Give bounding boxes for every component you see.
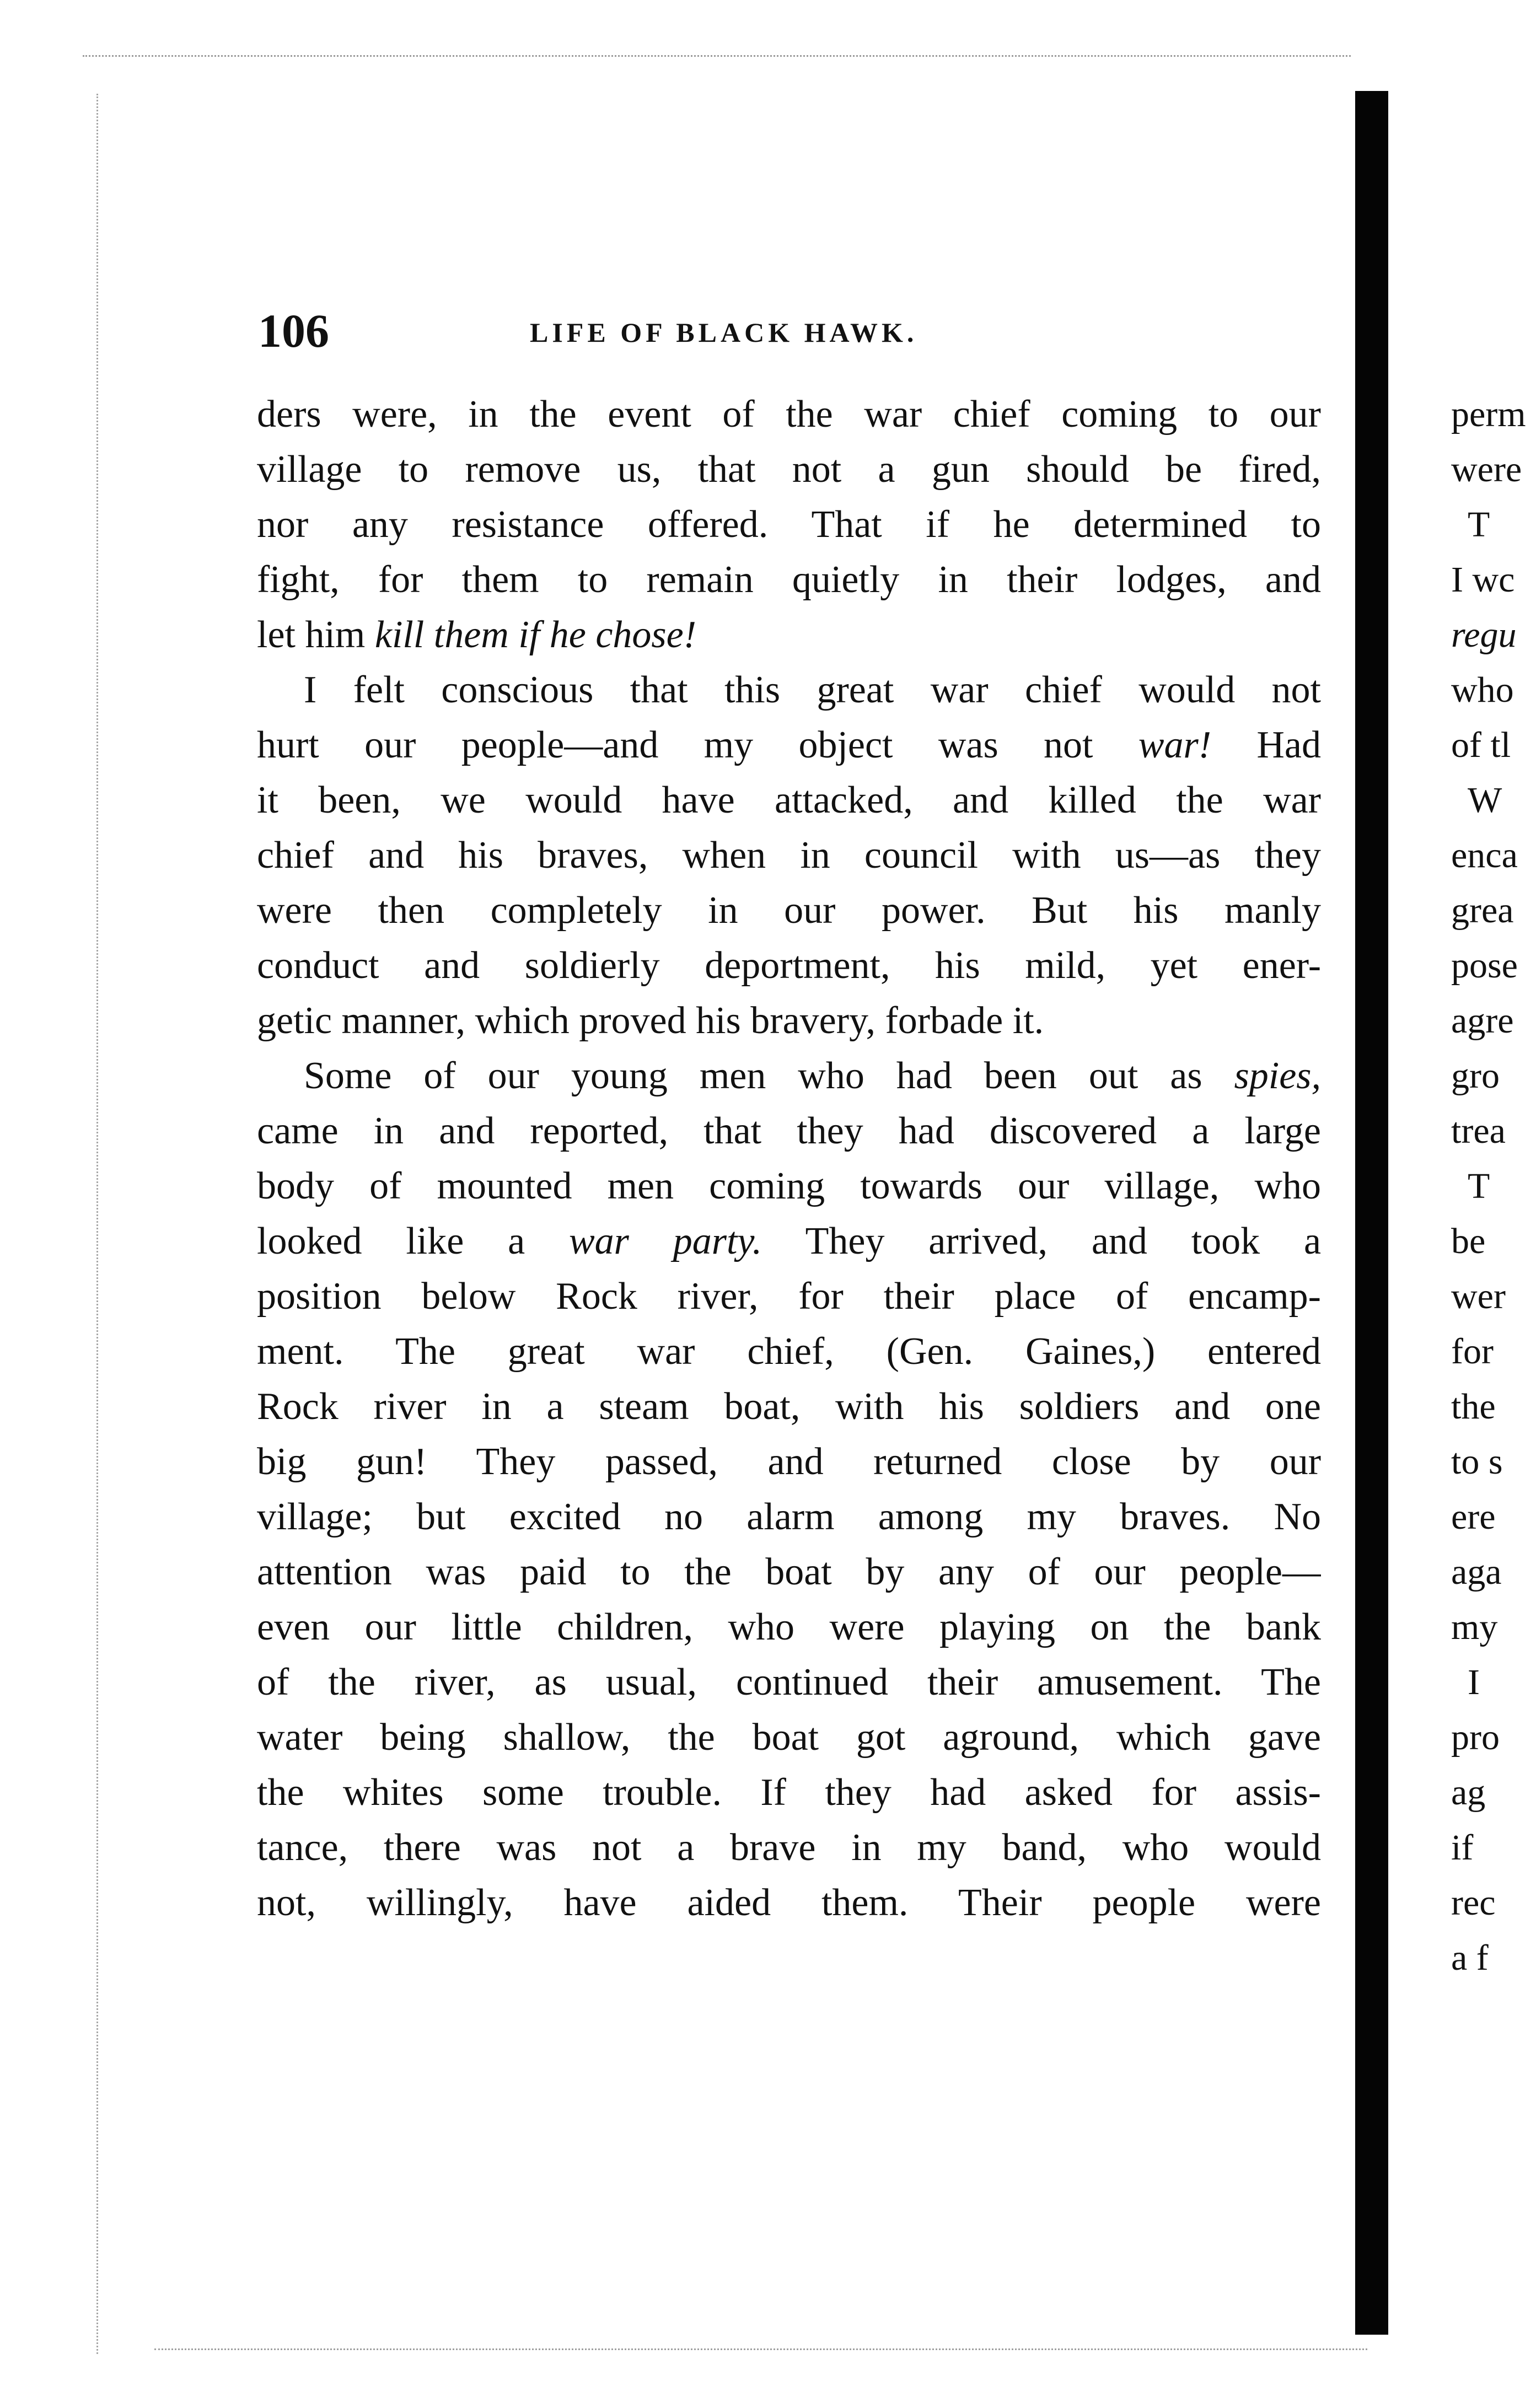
text-line — [257, 442, 1321, 497]
facing-page-line: ag — [1451, 1772, 1486, 1813]
italic-text: kill them if he chose! — [374, 614, 697, 656]
facing-page-line: of tl — [1451, 725, 1511, 765]
text-span: came in and reported, that they had discovered a large — [257, 1110, 1321, 1152]
facing-page-line: to s — [1451, 1442, 1503, 1482]
text-line — [257, 1600, 1321, 1655]
text-span: let him — [257, 614, 375, 656]
page-number: 106 — [258, 304, 329, 357]
text-line — [257, 1490, 1321, 1545]
facing-page-line: W — [1468, 780, 1502, 820]
facing-page-line: T — [1468, 504, 1490, 545]
page-header — [258, 300, 1317, 361]
text-line — [257, 1545, 1321, 1600]
text-span: village; but excited no alarm among my braves. No — [257, 1496, 1321, 1538]
facing-page-line: were — [1451, 449, 1522, 490]
facing-page-line: for — [1451, 1331, 1494, 1372]
text-line — [257, 497, 1321, 552]
facing-page-line: I wc — [1451, 560, 1515, 600]
italic-text: war! — [1138, 724, 1212, 766]
text-span: tance, there was not a brave in my band, who would — [257, 1826, 1321, 1869]
facing-page-line: trea — [1451, 1111, 1506, 1151]
facing-page-line: my — [1451, 1607, 1498, 1647]
text-line — [257, 773, 1321, 828]
facing-page-line: regu — [1451, 615, 1517, 655]
text-span: the whites some trouble. If they had asked for assis- — [257, 1771, 1321, 1814]
facing-page-line: T — [1468, 1166, 1490, 1206]
facing-page-line: pose — [1451, 945, 1518, 986]
text-line — [257, 1820, 1321, 1875]
page-edge-bottom — [154, 2348, 1367, 2350]
text-span: looked like a — [257, 1220, 569, 1262]
text-span: even our little children, who were playing on the bank — [257, 1606, 1321, 1648]
text-span: of the river, as usual, continued their amusement. The — [257, 1661, 1321, 1703]
facing-page-line: gro — [1451, 1056, 1500, 1096]
text-line — [257, 1379, 1321, 1434]
text-line — [257, 993, 1321, 1049]
body-text — [257, 387, 1321, 1931]
text-span: fight, for them to remain quietly in their lodges, and — [257, 558, 1321, 601]
text-span: attention was paid to the boat by any of our people— — [257, 1551, 1321, 1593]
text-line — [257, 883, 1321, 938]
text-line — [257, 718, 1321, 773]
text-span: village to remove us, that not a gun should be fired, — [257, 448, 1321, 491]
facing-page-line: rec — [1451, 1883, 1496, 1923]
text-line — [257, 1655, 1321, 1710]
text-span: I felt conscious that this great war chief would not — [304, 669, 1321, 711]
text-span: They arrived, and took a — [762, 1220, 1321, 1262]
text-line — [257, 1765, 1321, 1820]
text-span: not, willingly, have aided them. Their people were — [257, 1882, 1321, 1924]
text-span: conduct and soldierly deportment, his mild, yet ener- — [257, 944, 1321, 987]
facing-page-line: enca — [1451, 835, 1518, 875]
italic-text: spies, — [1234, 1055, 1321, 1097]
text-span: position below Rock river, for their place of encamp- — [257, 1275, 1321, 1318]
text-line — [257, 1710, 1321, 1765]
text-span: nor any resistance offered. That if he determined to — [257, 503, 1321, 546]
facing-page-line: who — [1451, 670, 1514, 710]
text-span: big gun! They passed, and returned close by our — [257, 1440, 1321, 1483]
text-line — [257, 1104, 1321, 1159]
text-line — [257, 1434, 1321, 1490]
facing-page-line: if — [1451, 1828, 1474, 1868]
facing-page-line: perm — [1451, 394, 1526, 434]
text-span: Some of our young men who had been out as — [304, 1055, 1234, 1097]
facing-page-line: the — [1451, 1386, 1496, 1427]
text-line — [257, 663, 1321, 718]
facing-page-line: I — [1468, 1662, 1480, 1702]
text-span: Had — [1211, 724, 1321, 766]
text-line — [257, 1214, 1321, 1269]
text-line — [257, 552, 1321, 608]
page-edge-top — [83, 55, 1351, 57]
text-span: were then completely in our power. But his manly — [257, 889, 1321, 932]
facing-page-line: ere — [1451, 1497, 1496, 1537]
facing-page-line: wer — [1451, 1276, 1506, 1316]
text-span: ment. The great war chief, (Gen. Gaines,) entered — [257, 1330, 1321, 1373]
text-span: hurt our people—and my object was not — [257, 724, 1138, 766]
text-span: getic manner, which proved his bravery, forbade it. — [257, 999, 1044, 1042]
facing-page-line: a f — [1451, 1938, 1489, 1978]
text-line — [257, 1269, 1321, 1324]
text-line — [257, 1159, 1321, 1214]
facing-page-line: be — [1451, 1221, 1486, 1261]
text-line — [257, 608, 1321, 663]
running-head: LIFE OF BLACK HAWK. — [530, 317, 918, 348]
facing-page-line: agre — [1451, 1001, 1514, 1041]
text-span: chief and his braves, when in council with us—as they — [257, 834, 1321, 877]
text-line — [257, 828, 1321, 883]
text-line — [257, 1324, 1321, 1379]
facing-page-line: grea — [1451, 890, 1514, 931]
page-edge-left — [96, 94, 98, 2354]
text-span: water being shallow, the boat got aground, which gave — [257, 1716, 1321, 1759]
book-gutter-shadow — [1355, 91, 1388, 2335]
text-line — [257, 387, 1321, 442]
text-line — [257, 1875, 1321, 1931]
text-span: it been, we would have attacked, and killed the war — [257, 779, 1321, 821]
facing-page-fragment — [1451, 387, 1536, 1986]
text-span: ders were, in the event of the war chief coming to our — [257, 393, 1321, 436]
text-span: body of mounted men coming towards our village, who — [257, 1165, 1321, 1207]
text-span: Rock river in a steam boat, with his soldiers and one — [257, 1385, 1321, 1428]
facing-page-line: aga — [1451, 1552, 1502, 1592]
italic-text: war party. — [568, 1220, 762, 1262]
text-line — [257, 938, 1321, 993]
facing-page-line: pro — [1451, 1717, 1500, 1757]
text-line — [257, 1049, 1321, 1104]
